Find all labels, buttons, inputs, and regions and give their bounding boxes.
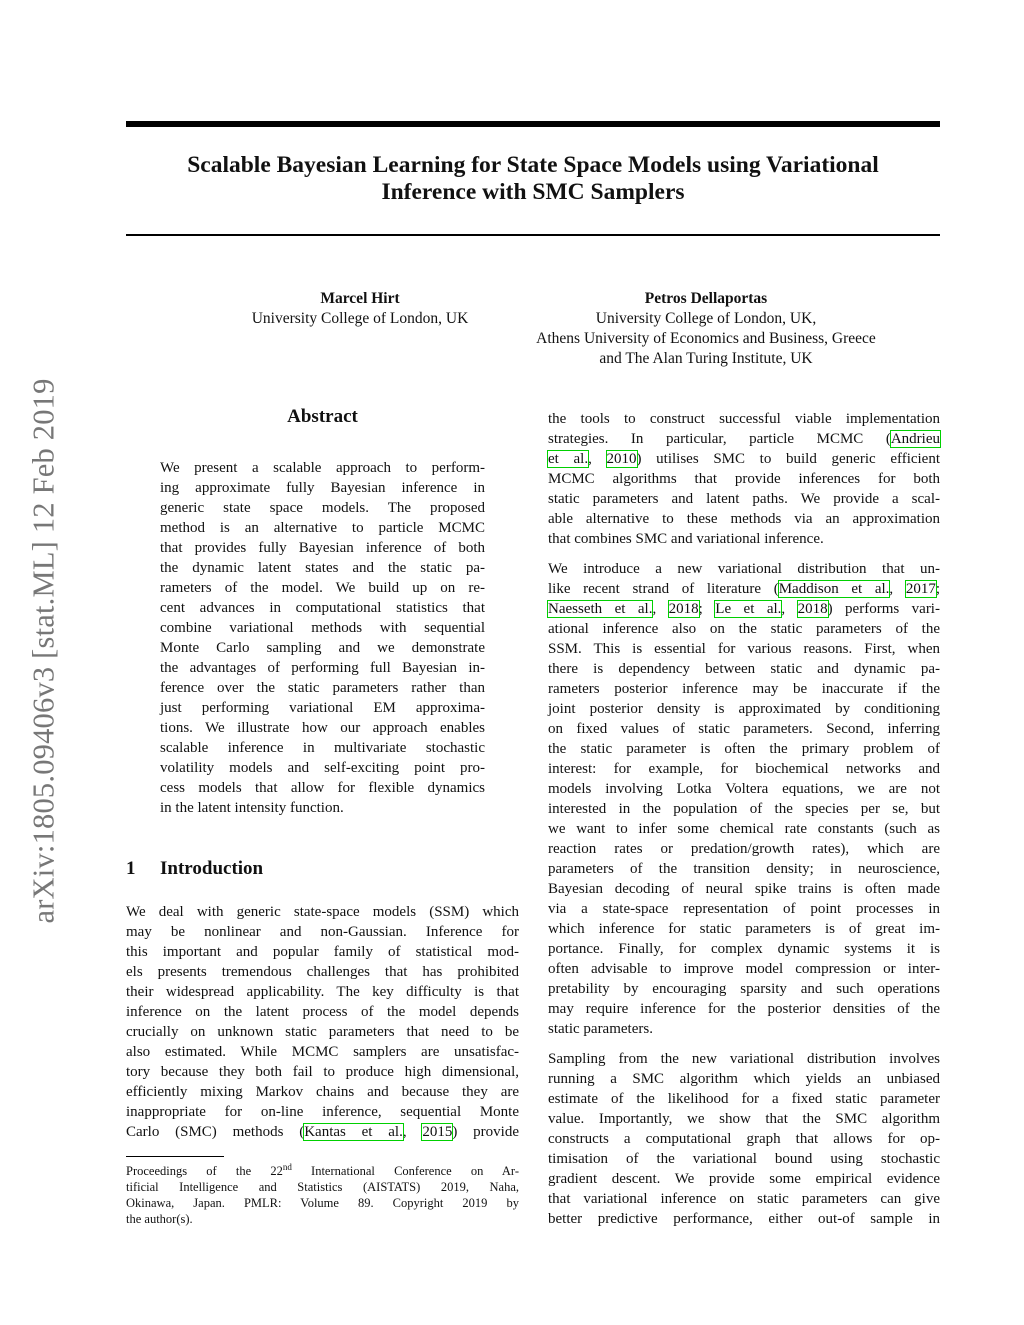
abstract-line: generic state space models. The proposed <box>160 500 485 516</box>
footnote-line <box>126 1163 519 1179</box>
abstract-body <box>160 458 485 818</box>
abstract-line: scalable inference in multivariate stochastic <box>160 740 485 756</box>
text-run: , <box>588 451 607 467</box>
text-line <box>548 429 940 449</box>
abstract-line: that provides fully Bayesian inference of both <box>160 540 485 556</box>
citation-link[interactable]: Andrieu <box>890 431 940 447</box>
text-line: the static parameter is often the primary problem of <box>548 741 940 757</box>
text-line: that variational inference on static parameters can give <box>548 1191 940 1207</box>
footnote-line: tificial Intelligence and Statistics (AISTATS) 2019, Naha, <box>126 1180 519 1194</box>
text-line: interested in the population of the species per se, but <box>548 801 940 817</box>
text-run: Proceedings of the 22 <box>126 1164 283 1178</box>
abstract-line: tions. We illustrate how our approach enables <box>160 720 485 736</box>
citation-link[interactable]: Naesseth et al. <box>548 601 653 617</box>
text-line: interest: for example, for biochemical networks and <box>548 761 940 777</box>
intro-line: crucially on unknown static parameters that need to be <box>126 1024 519 1040</box>
intro-line: inference on the latent process of the model depends <box>126 1004 519 1020</box>
title-line: Scalable Bayesian Learning for State Space Models using Variational <box>187 152 879 178</box>
text-line: Sampling from the new variational distribution involves <box>548 1051 940 1067</box>
paragraph <box>548 409 940 549</box>
introduction-body <box>126 902 519 1142</box>
arxiv-stamp <box>14 347 74 955</box>
section-number: 1 <box>126 858 136 879</box>
intro-line: els presents tremendous challenges that has prohibited <box>126 964 519 980</box>
abstract-line: just performing variational EM approxima- <box>160 700 485 716</box>
text-line: which inference for static parameters is of great im- <box>548 921 940 937</box>
text-line: running a SMC algorithm which yields an unbiased <box>548 1071 940 1087</box>
author-affiliation: Athens University of Economics and Business, Greece <box>536 330 876 347</box>
text-line: ational inference also on the static parameters of the <box>548 621 940 637</box>
text-line: estimate of the likelihood for a fixed static parameter <box>548 1091 940 1107</box>
author-affiliation: and The Alan Turing Institute, UK <box>599 350 813 367</box>
text-line: We introduce a new variational distribution that un- <box>548 561 940 577</box>
citation-link[interactable]: Maddison et al. <box>778 581 890 597</box>
title-line: Inference with SMC Samplers <box>381 179 685 205</box>
abstract-line: ference over the static parameters rather than <box>160 680 485 696</box>
text-line: Bayesian decoding of neural spike trains is often made <box>548 881 940 897</box>
footnote-line: Okinawa, Japan. PMLR: Volume 89. Copyright 2019 by <box>126 1196 519 1210</box>
intro-line: inappropriate for on-line inference, sequential Monte <box>126 1104 519 1120</box>
citation-year-link[interactable]: 2015 <box>422 1124 453 1140</box>
abstract-line: the dynamic latent states and the static pa- <box>160 560 485 576</box>
paper-title <box>126 152 940 206</box>
intro-line: this important and popular family of statistical mod- <box>126 944 519 960</box>
text-line: better predictive performance, either out-of sample in <box>548 1211 940 1227</box>
text-line: static parameters. <box>548 1021 653 1037</box>
right-column <box>548 409 940 1239</box>
abstract-line: cent advances in computational statistics that <box>160 600 485 616</box>
abstract-line: the advantages of performing full Bayesian in- <box>160 660 485 676</box>
footnote-line: the author(s). <box>126 1212 193 1226</box>
citation-year-link[interactable]: 2010 <box>606 451 637 467</box>
text-run: strategies. In particular, particle MCMC ( <box>548 431 891 447</box>
abstract-line: cess models that allow for flexible dynamics <box>160 780 485 796</box>
text-run: , <box>652 601 669 617</box>
author-block <box>210 289 510 329</box>
citation-year-link[interactable]: 2018 <box>797 601 828 617</box>
text-line: SSM. This is essential for various reasons. First, when <box>548 641 940 657</box>
section-heading-introduction <box>126 858 263 880</box>
intro-line: efficiently mixing Markov chains and because they are <box>126 1084 519 1100</box>
text-line: the tools to construct successful viable implementation <box>548 411 940 427</box>
author-name: Marcel Hirt <box>320 290 400 307</box>
text-line: pretability by encouraging sparsity and such operations <box>548 981 940 997</box>
text-line <box>548 579 940 599</box>
text-line: joint posterior density is approximated by conditioning <box>548 701 940 717</box>
intro-line: may be nonlinear and non-Gaussian. Inference for <box>126 924 519 940</box>
text-line: that combines SMC and variational inference. <box>548 531 824 547</box>
text-run: , <box>781 601 798 617</box>
intro-line: also estimated. While MCMC samplers are unsatisfac- <box>126 1044 519 1060</box>
abstract-line: combine variational methods with sequential <box>160 620 485 636</box>
abstract-line: We present a scalable approach to perform- <box>160 460 485 476</box>
author-block <box>496 289 916 369</box>
section-title: Introduction <box>160 858 264 879</box>
abstract-line: rameters of the model. We build up on re- <box>160 580 485 596</box>
text-line: able alternative to these methods via an approximation <box>548 511 940 527</box>
text-line: we want to infer some chemical rate constants (such as <box>548 821 940 837</box>
paragraph <box>548 1049 940 1229</box>
title-top-rule <box>126 121 940 127</box>
citation-link[interactable]: Le et al. <box>715 601 782 617</box>
abstract-line: in the latent intensity function. <box>160 800 344 816</box>
arxiv-stamp-text: arXiv:1805.09406v3 [stat.ML] 12 Feb 2019 <box>26 378 61 924</box>
citation-year-link[interactable]: 2017 <box>905 581 936 597</box>
text-run: International Conference on Ar- <box>291 1164 519 1178</box>
text-line: may require inference for the posterior densities of the <box>548 1001 940 1017</box>
text-run: , <box>889 581 906 597</box>
text-line: often advisable to improve model compression or inter- <box>548 961 940 977</box>
text-line: MCMC algorithms that provide inferences for both <box>548 471 940 487</box>
citation-link[interactable]: et al. <box>548 451 589 467</box>
footnote-rule <box>126 1156 224 1157</box>
abstract-line: method is an alternative to particle MCMC <box>160 520 485 536</box>
text-run: like recent strand of literature ( <box>548 581 779 597</box>
abstract-line: Monte Carlo sampling and we demonstrate <box>160 640 485 656</box>
abstract-line: volatility models and self-exciting point pro- <box>160 760 485 776</box>
text-line: there is dependency between static and dynamic pa- <box>548 661 940 677</box>
text-run: ) provide <box>452 1124 519 1140</box>
title-bottom-rule <box>126 234 940 236</box>
text-line: gradient descent. We provide some empirical evidence <box>548 1171 940 1187</box>
text-line: via a state-space representation of point processes in <box>548 901 940 917</box>
text-run: ; <box>698 601 716 617</box>
text-run: ) utilises SMC to build generic efficient <box>636 451 941 467</box>
intro-line <box>126 1122 519 1142</box>
text-line <box>548 449 940 469</box>
abstract-line: ing approximate fully Bayesian inference in <box>160 480 485 496</box>
text-run: ; <box>935 581 940 597</box>
citation-link[interactable]: Kantas et al. <box>304 1124 403 1140</box>
text-line: parameters of the transition density; in neuroscience, <box>548 861 940 877</box>
footnote <box>126 1163 519 1227</box>
paragraph <box>548 559 940 1039</box>
text-line: on fixed values of static parameters. Second, inferring <box>548 721 940 737</box>
author-affiliation: University College of London, UK <box>251 310 469 327</box>
superscript: nd <box>282 1161 292 1172</box>
intro-line: tory because they both fail to produce high dimensional, <box>126 1064 519 1080</box>
abstract-heading: Abstract <box>287 406 358 427</box>
text-line: timisation of the variational bound using stochastic <box>548 1151 940 1167</box>
text-line: static parameters and latent paths. We provide a scal- <box>548 491 940 507</box>
author-affiliation: University College of London, UK, <box>595 310 817 327</box>
author-name: Petros Dellaportas <box>644 290 768 307</box>
citation-year-link[interactable]: 2018 <box>668 601 699 617</box>
text-line: portance. Finally, for complex dynamic systems it is <box>548 941 940 957</box>
text-run: Carlo (SMC) methods ( <box>126 1124 305 1140</box>
text-run: ) performs vari- <box>827 601 940 617</box>
text-line: rameters posterior inference may be inaccurate if the <box>548 681 940 697</box>
text-line: reaction rates or predation/growth rates), which are <box>548 841 940 857</box>
text-run: , <box>402 1124 423 1140</box>
intro-line: We deal with generic state-space models (SSM) which <box>126 904 519 920</box>
text-line: value. Importantly, we show that the SMC algorithm <box>548 1111 940 1127</box>
text-line: models involving Lotka Voltera equations, we are not <box>548 781 940 797</box>
text-line <box>548 599 940 619</box>
text-line: constructs a computational graph that allows for op- <box>548 1131 940 1147</box>
intro-line: their widespread applicability. The key difficulty is that <box>126 984 519 1000</box>
